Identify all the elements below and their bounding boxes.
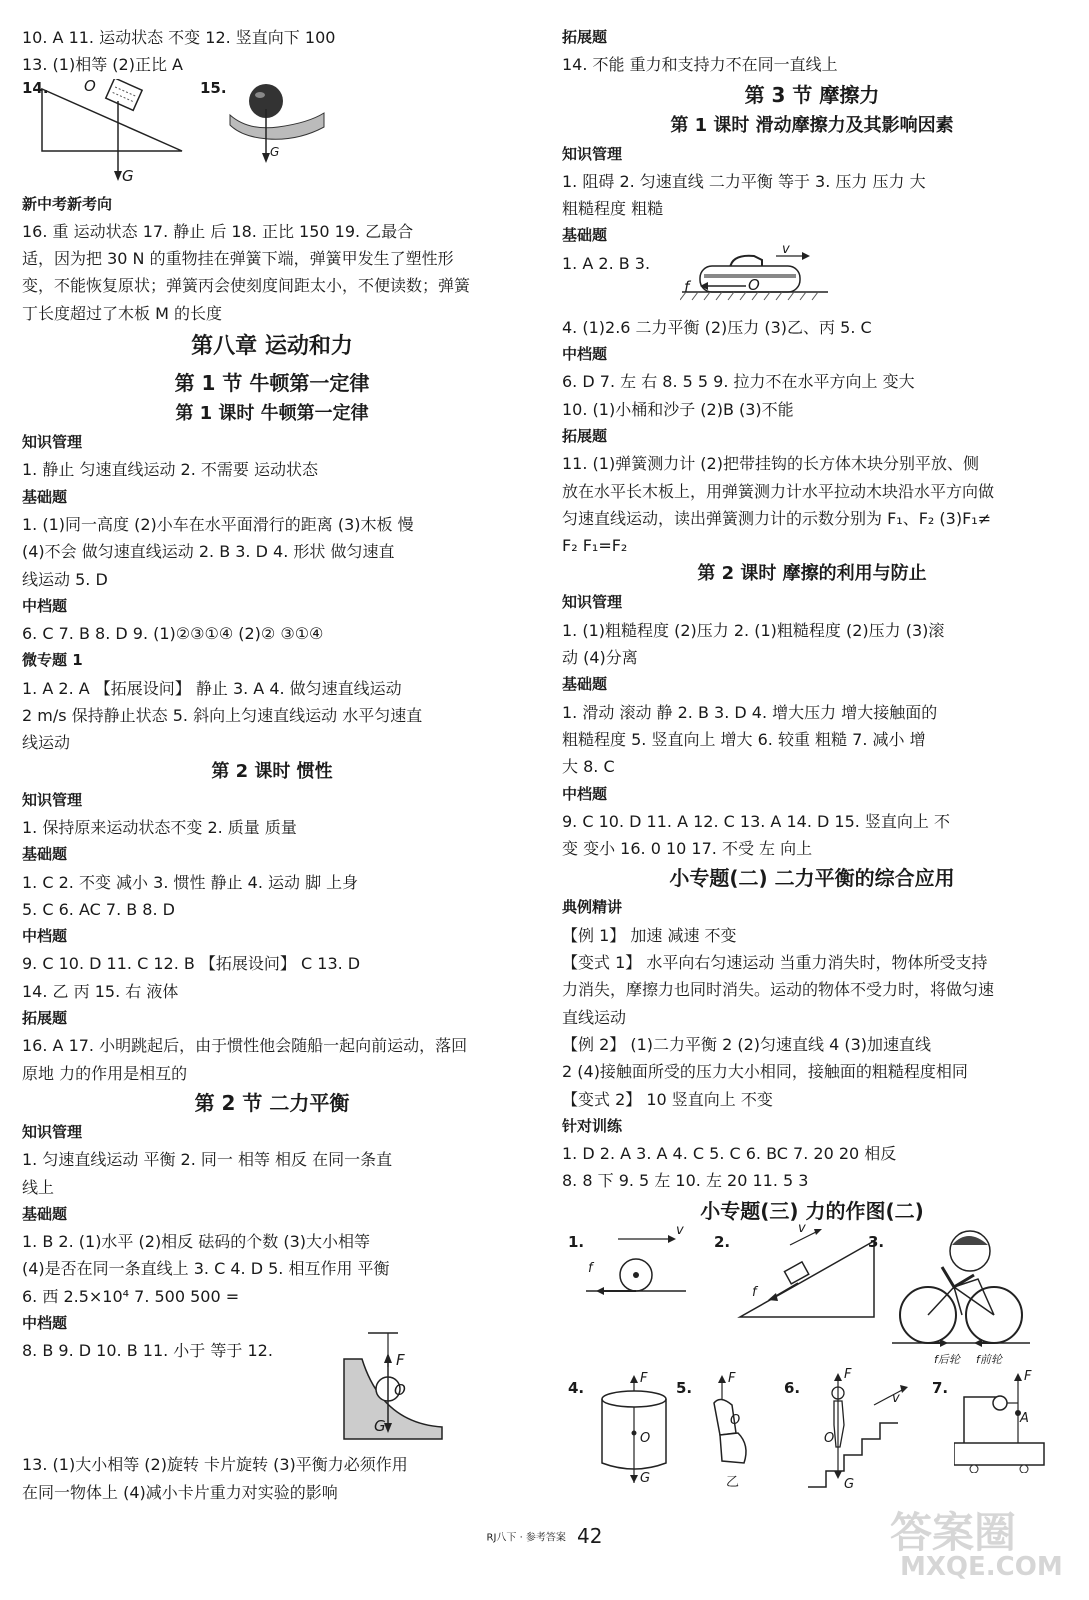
figure-row-14-15	[22, 76, 522, 191]
section-title: 第 1 节 牛顿第一定律	[174, 371, 370, 396]
topic-title: 小专题(二) 二力平衡的综合应用	[669, 866, 955, 891]
answer-line: 适，因为把 30 N 的重物挂在弹簧下端，弹簧甲发生了塑性形	[22, 249, 454, 269]
answer-line: 丁长度超过了木板 M 的长度	[22, 303, 222, 323]
watermark-logo	[890, 1500, 1070, 1590]
answer-line: 9. C 10. D 11. C 12. B 【拓展设问】 C 13. D	[22, 954, 361, 974]
chapter-title: 第八章 运动和力	[191, 334, 353, 360]
answer-line: 线上	[22, 1177, 55, 1197]
escalator-person-figure	[806, 1371, 916, 1491]
force-f-label: F	[396, 1351, 405, 1370]
answer-line: 14. 不能 重力和支持力不在同一直线上	[562, 55, 838, 75]
point-a-label: A	[1020, 1410, 1029, 1426]
lesson-title: 第 2 课时 惯性	[211, 760, 333, 782]
front-wheel-friction-label: f前轮	[976, 1352, 1002, 1366]
gravity-label: G	[374, 1417, 386, 1436]
friction-label: f	[588, 1260, 593, 1276]
cyclist-figure	[892, 1227, 1032, 1351]
friction-label: f	[684, 277, 690, 296]
section-heading: 中档题	[562, 784, 608, 803]
answer-line: 11. (1)弹簧测力计 (2)把带挂钩的长方体木块分别平放、侧	[562, 454, 979, 474]
answer-line: 1. B 2. (1)水平 (2)相反 砝码的个数 (3)大小相等	[22, 1232, 371, 1252]
section-heading: 针对训练	[562, 1116, 623, 1135]
figure-number: 6.	[784, 1378, 801, 1397]
left-column	[22, 24, 522, 1506]
section-heading: 中档题	[22, 596, 68, 615]
force-f-label: F	[1024, 1368, 1032, 1384]
figure-number: 3.	[868, 1232, 885, 1251]
answer-line: (4)是否在同一条直线上 3. C 4. D 5. 相互作用 平衡	[22, 1259, 390, 1279]
answer-line: 1. 静止 匀速直线运动 2. 不需要 运动状态	[22, 460, 318, 480]
gravity-label: G	[844, 1476, 855, 1492]
answer-line: 力消失，摩擦力也同时消失。运动的物体不受力时，将做匀速	[562, 980, 995, 1000]
point-o-label: O	[640, 1430, 651, 1446]
lesson-title: 第 1 课时 滑动摩擦力及其影响因素	[670, 114, 954, 136]
section-heading: 知识管理	[22, 790, 83, 809]
section-heading: 知识管理	[562, 144, 623, 163]
figure-number: 5.	[676, 1378, 693, 1397]
answer-line: 8. 8 下 9. 5 左 10. 左 20 11. 5 3	[562, 1171, 809, 1191]
gravity-label: G	[270, 144, 280, 159]
answer-line: 原地 力的作用是相互的	[22, 1063, 188, 1083]
section-heading: 微专题 1	[22, 651, 83, 670]
section-heading: 中档题	[22, 927, 68, 946]
section-heading: 基础题	[22, 1204, 68, 1223]
section-heading: 中档题	[562, 345, 608, 364]
answer-line: 16. A 17. 小明跳起后，由于惯性他会随船一起向前运动，落回	[22, 1036, 468, 1056]
pulley-cart-figure	[954, 1373, 1054, 1473]
answer-line: 1. (1)同一高度 (2)小车在水平面滑行的距离 (3)木板 慢	[22, 514, 414, 534]
answer-line: 1. C 2. 不变 减小 3. 惯性 静止 4. 运动 脚 上身	[22, 872, 359, 892]
answer-line: 4. (1)2.6 二力平衡 (2)压力 (3)乙、丙 5. C	[562, 317, 872, 337]
answer-line: 10. (1)小桶和沙子 (2)B (3)不能	[562, 399, 794, 419]
stack-figure	[698, 1375, 768, 1485]
figure-row-12	[22, 1337, 522, 1451]
force-f-label: F	[728, 1370, 736, 1386]
answer-line: 6. D 7. 左 右 8. 5 5 9. 拉力不在水平方向上 变大	[562, 372, 915, 392]
cylinder-figure	[586, 1375, 676, 1485]
answer-line: 动 (4)分离	[562, 648, 638, 668]
point-o-label: O	[394, 1381, 406, 1400]
point-o-label: O	[84, 76, 96, 95]
rolling-wheel-figure	[586, 1231, 696, 1307]
answer-line: 10. A 11. 运动状态 不变 12. 竖直向下 100	[22, 28, 336, 47]
section-heading: 知识管理	[562, 593, 623, 612]
answer-line: 1. 匀速直线运动 平衡 2. 同一 相等 相反 在同一条直	[22, 1150, 393, 1170]
answer-line: 【例 1】 加速 减速 不变	[562, 925, 737, 945]
velocity-label: v	[798, 1220, 806, 1236]
gravity-label: G	[122, 166, 134, 185]
answer-line: 9. C 10. D 11. A 12. C 13. A 14. D 15. 竖直向上 不	[562, 811, 951, 831]
friction-label: f	[752, 1284, 757, 1300]
answer-line: 2 m/s 保持静止状态 5. 斜向上匀速直线运动 水平匀速直	[22, 706, 423, 726]
point-o-label: O	[730, 1412, 741, 1428]
section-heading: 拓展题	[22, 1009, 68, 1028]
section-heading: 典例精讲	[562, 898, 623, 917]
answer-line: 在同一物体上 (4)减小卡片重力对实验的影响	[22, 1482, 338, 1502]
answer-line: 13. (1)大小相等 (2)旋转 卡片旋转 (3)平衡力必须作用	[22, 1455, 408, 1475]
lesson-title: 第 2 课时 摩擦的利用与防止	[697, 563, 927, 585]
figure-number: 4.	[568, 1378, 585, 1397]
answer-line: 1. 保持原来运动状态不变 2. 质量 质量	[22, 817, 297, 837]
answer-line: 【变式 1】 水平向右匀速运动 当重力消失时，物体所受支持	[562, 953, 988, 973]
answer-line: 2 (4)接触面所受的压力大小相同，接触面的粗糙程度相同	[562, 1062, 968, 1082]
answer-line: 1. D 2. A 3. A 4. C 5. C 6. BC 7. 20 20 相反	[562, 1144, 897, 1164]
rear-wheel-friction-label: f后轮	[934, 1352, 960, 1366]
section-heading: 知识管理	[22, 1122, 83, 1141]
incline-block-figure	[34, 76, 204, 191]
answer-line: 6. 西 2.5×10⁴ 7. 500 500 =	[22, 1286, 240, 1306]
footer-label: RJ八下 · 参考答案	[486, 1532, 566, 1544]
answer-line: 8. B 9. D 10. B 11. 小于 等于 12.	[22, 1341, 273, 1361]
answer-line: 1. (1)粗糙程度 (2)压力 2. (1)粗糙程度 (2)压力 (3)滚	[562, 620, 945, 640]
section-heading: 基础题	[562, 675, 608, 694]
answer-line: 放在水平长木板上，用弹簧测力计水平拉动木块沿水平方向做	[562, 481, 995, 501]
answer-line: 【例 2】 (1)二力平衡 2 (2)匀速直线 4 (3)加速直线	[562, 1034, 932, 1054]
velocity-label: v	[892, 1390, 900, 1406]
answer-line: 线运动	[22, 733, 71, 753]
answer-line: 变 变小 16. 0 10 17. 不受 左 向上	[562, 839, 813, 859]
section-heading: 知识管理	[22, 433, 83, 452]
answer-line: 16. 重 运动状态 17. 静止 后 18. 正比 150 19. 乙最合	[22, 221, 414, 241]
figure-number: 1.	[568, 1232, 585, 1251]
ball-on-curved-surface-figure	[338, 1331, 448, 1443]
apple-in-hand-figure	[228, 79, 338, 179]
velocity-label: v	[782, 241, 790, 257]
section-heading: 新中考新考向	[22, 194, 113, 213]
figure-number: 2.	[714, 1232, 731, 1251]
force-f-label: F	[844, 1366, 852, 1382]
watermark-url: MXQE.COM	[900, 1552, 1063, 1582]
answer-line: 【变式 2】 10 竖直向上 不变	[562, 1089, 773, 1109]
answer-line: 匀速直线运动，读出弹簧测力计的示数分别为 F₁、F₂ (3)F₁≠	[562, 508, 992, 528]
answer-line: 14. 乙 丙 15. 右 液体	[22, 981, 179, 1001]
section-heading: 基础题	[22, 487, 68, 506]
answer-line: 直线运动	[562, 1007, 627, 1027]
answer-line: 1. 滑动 滚动 静 2. B 3. D 4. 增大压力 增大接触面的	[562, 702, 938, 722]
velocity-label: v	[676, 1222, 684, 1238]
answer-line: F₂ F₁=F₂	[562, 536, 628, 556]
figure-row-3	[562, 241, 1062, 314]
point-o-label: O	[748, 275, 760, 294]
answer-line: 线运动 5. D	[22, 569, 108, 589]
point-o-label: O	[824, 1430, 835, 1446]
answer-line: 粗糙程度 5. 竖直向上 增大 6. 较重 粗糙 7. 减小 增	[562, 729, 926, 749]
section-title: 第 3 节 摩擦力	[744, 82, 880, 107]
section-heading: 基础题	[562, 226, 608, 245]
right-column	[562, 24, 1062, 1497]
gravity-label: G	[640, 1470, 651, 1486]
figure-number: 15.	[200, 78, 227, 97]
figure-number: 14.	[22, 78, 49, 97]
answer-line: 1. A 2. A 【拓展设问】 静止 3. A 4. 做匀速直线运动	[22, 678, 402, 698]
section-heading: 拓展题	[562, 28, 608, 46]
force-f-label: F	[640, 1370, 648, 1386]
section-title: 第 2 节 二力平衡	[194, 1090, 350, 1115]
section-heading: 基础题	[22, 845, 68, 864]
answer-line: 6. C 7. B 8. D 9. (1)②③①④ (2)② ③①④	[22, 624, 324, 644]
section-heading: 拓展题	[562, 426, 608, 445]
answer-line: 1. 阻碍 2. 匀速直线 二力平衡 等于 3. 压力 压力 大	[562, 171, 926, 191]
answer-line: 1. A 2. B 3.	[562, 253, 651, 273]
force-diagram-figures	[562, 1220, 1062, 1497]
page-number: 42	[577, 1524, 603, 1548]
figure-number: 7.	[932, 1378, 949, 1397]
block-on-incline-figure	[734, 1229, 884, 1321]
answer-line: 5. C 6. AC 7. B 8. D	[22, 899, 175, 919]
answer-line: 变，不能恢复原状；弹簧丙会使刻度间距太小，不便读数；弹簧	[22, 276, 471, 296]
answer-line: 大 8. C	[562, 757, 615, 777]
section-heading: 中档题	[22, 1313, 68, 1332]
label-yi: 乙	[726, 1474, 740, 1490]
lesson-title: 第 1 课时 牛顿第一定律	[175, 403, 369, 425]
answer-line: 13. (1)相等 (2)正比 A	[22, 55, 183, 75]
answer-line: 粗糙程度 粗糙	[562, 199, 664, 219]
watermark-text: 答案圈	[890, 1508, 1017, 1557]
answer-line: (4)不会 做匀速直线运动 2. B 3. D 4. 形状 做匀速直	[22, 542, 395, 562]
topic-title: 小专题(三) 力的作图(二)	[700, 1198, 924, 1223]
